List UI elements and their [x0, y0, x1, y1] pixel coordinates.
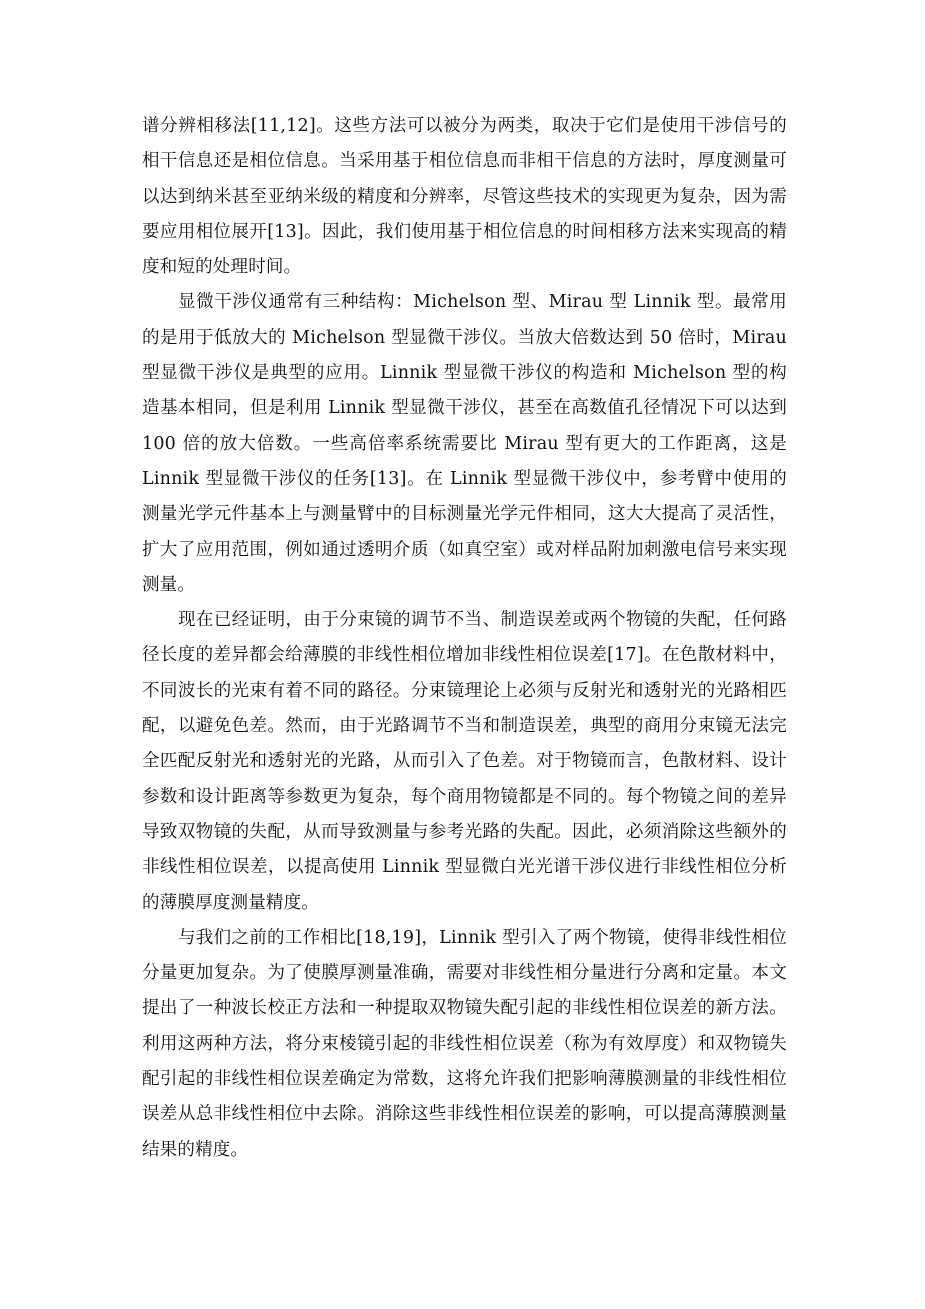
paragraph-phase-shift-methods: 谱分辨相移法[11,12]。这些方法可以被分为两类，取决于它们是使用干涉信号的相干信息还是相位信息。当采用基于相位信息而非相干信息的方法时，厚度测量可以达到纳米甚至亚纳米级的精度和分辨率，尽管这些技术的实现更为复杂，因为需要应用相位展开[13]。因此，我们使用基于相位信息的时间相移方法来实现高的精度和短的处理时间。: [142, 116, 787, 278]
body-text: [142, 109, 787, 1168]
paragraph-proposed-method: 与我们之前的工作相比[18,19]，Linnik 型引入了两个物镜，使得非线性相位分量更加复杂。为了使膜厚测量准确，需要对非线性相分量进行分离和定量。本文提出了一种波长校正方法和一种提取双物镜失配引起的非线性相位误差的新方法。利用这两种方法，将分束棱镜引起的非线性相位误差（称为有效厚度）和双物镜失配引起的非线性相位误差确定为常数，这将允许我们把影响薄膜测量的非线性相位误差从总非线性相位中去除。消除这些非线性相位误差的影响，可以提高薄膜测量结果的精度。: [142, 927, 787, 1160]
paragraph-nonlinear-phase-error: 现在已经证明，由于分束镜的调节不当、制造误差或两个物镜的失配，任何路径长度的差异都会给薄膜的非线性相位增加非线性相位误差[17]。在色散材料中，不同波长的光束有着不同的路径。分束镜理论上必须与反射光和透射光的光路相匹配，以避免色差。然而，由于光路调节不当和制造误差，典型的商用分束镜无法完全匹配反射光和透射光的光路，从而引入了色差。对于物镜而言，色散材料、设计参数和设计距离等参数更为复杂，每个商用物镜都是不同的。每个物镜之间的差异导致双物镜的失配，从而导致测量与参考光路的失配。因此，必须消除这些额外的非线性相位误差，以提高使用 Linnik 型显微白光光谱干涉仪进行非线性相位分析的薄膜厚度测量精度。: [142, 610, 787, 913]
paragraph-interferometer-structures: 显微干涉仪通常有三种结构：Michelson 型、Mirau 型 Linnik 型。最常用的是用于低放大的 Michelson 型显微干涉仪。当放大倍数达到 50 倍时，Mirau 型显微干涉仪是典型的应用。Linnik 型显微干涉仪的构造和 Michelson 型的构造基本相同，但是利用 Linnik 型显微干涉仪，甚至在高数值孔径情况下可以达到 100 倍的放大倍数。一些高倍率系统需要比 Mirau 型有更大的工作距离，这是 Linnik 型显微干涉仪的任务[13]。在 Linnik 型显微干涉仪中，参考臂中使用的测量光学元件基本上与测量臂中的目标测量光学元件相同，这大大提高了灵活性，扩大了应用范围，例如通过透明介质（如真空室）或对样品附加刺激电信号来实现测量。: [142, 292, 787, 595]
